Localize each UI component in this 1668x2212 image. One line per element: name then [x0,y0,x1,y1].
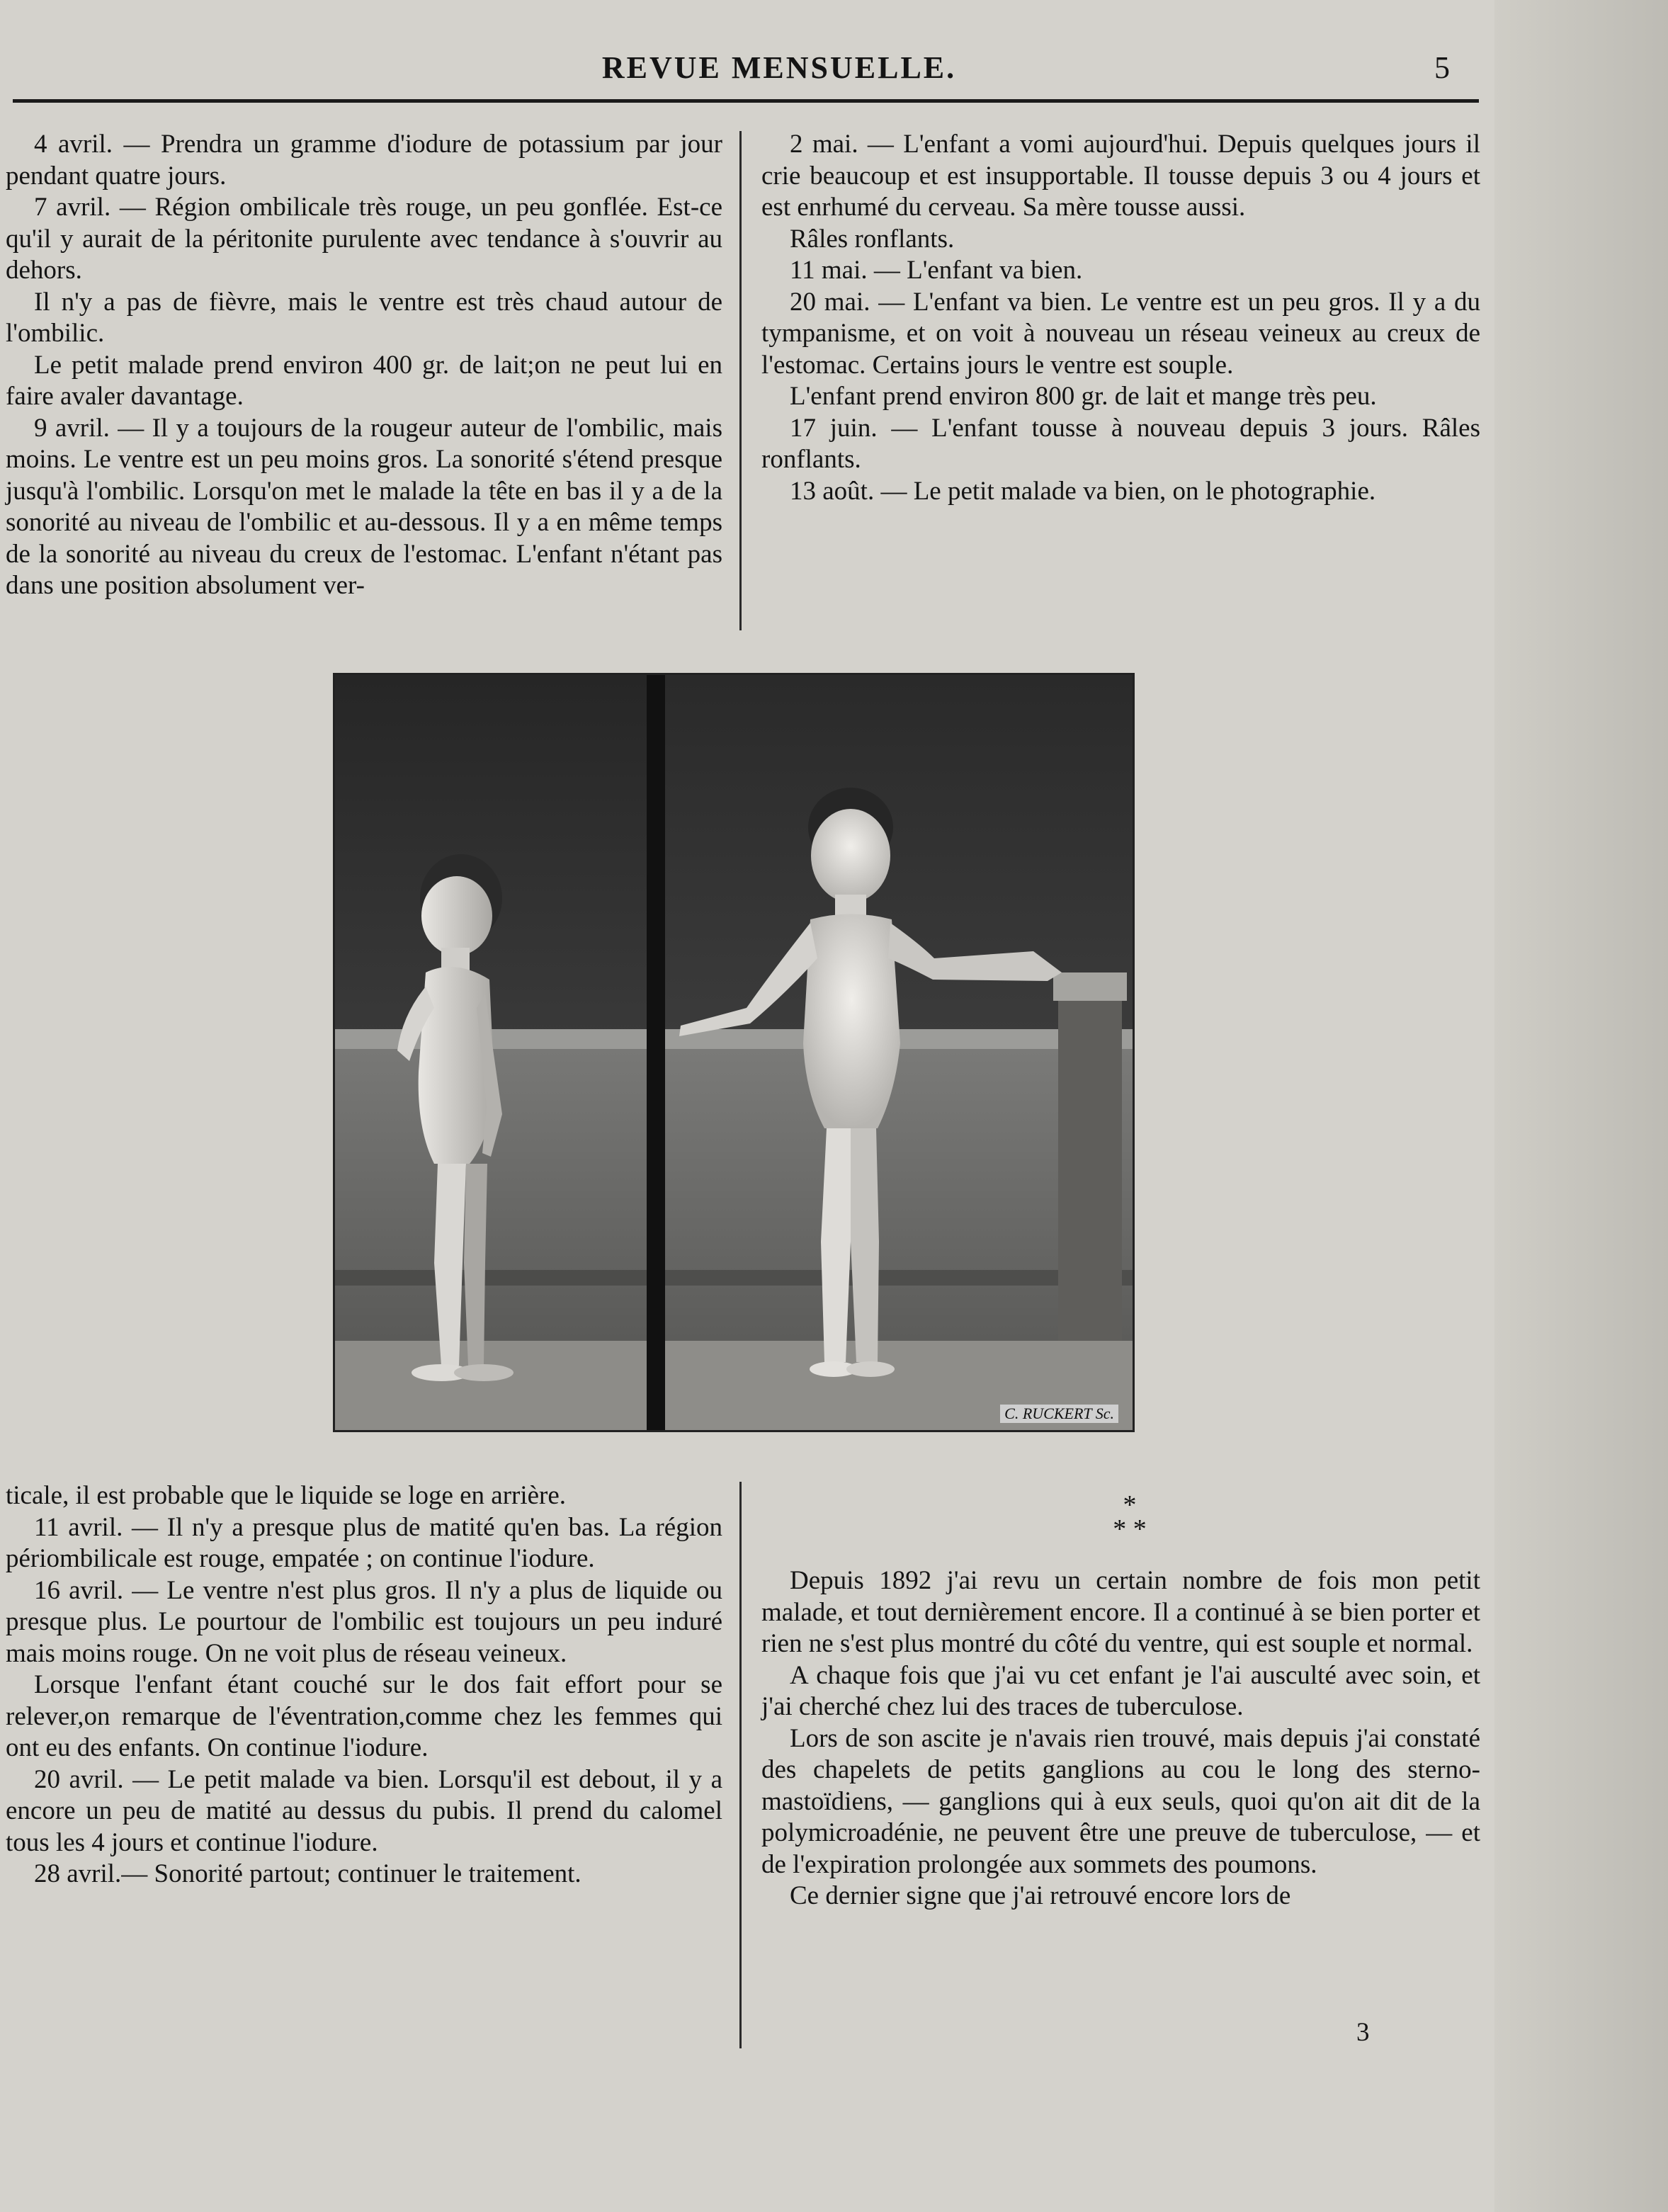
paragraph: 20 mai. — L'enfant va bien. Le ventre est un peu gros. Il y a du tympanisme, et on voit à nouveau un réseau veineux au creux de l'estomac. Certains jours le ventre est souple. [761,287,1480,380]
paragraph: Lorsque l'enfant étant couché sur le dos fait effort pour se relever,on remarque de l'éventration,comme chez les femmes qui ont eu des enfants. On continue l'iodure. [6,1670,722,1762]
paragraph: Lors de son ascite je n'avais rien trouvé, mais depuis j'ai constaté des chapelets de petits ganglions au cou le long des sterno-mastoïdiens, — ganglions qui à eux seuls, quoi qu'on ait dit de la polymicroadénie, ne peuvent être une preuve de tuberculose, — et de l'expiration prolongée aux sommets des poumons. [761,1723,1480,1879]
paragraph: 28 avril.— Sonorité partout; continuer le traitement. [34,1859,581,1888]
paragraph: A chaque fois que j'ai vu cet enfant je l'ai ausculté avec soin, et j'ai cherché chez lui des traces de tuberculose. [761,1660,1480,1721]
child-front-view-image [665,675,1133,1430]
bottom-right-column [761,1565,1480,1912]
paragraph: 4 avril. — Prendra un gramme d'iodure de potassium par jour pendant quatre jours. [6,130,722,191]
page-number: 5 [1434,50,1450,85]
engraver-signature: C. RUCKERT Sc. [1000,1405,1118,1423]
top-right-column [761,129,1480,507]
paragraph: 20 avril. — Le petit malade va bien. Lorsqu'il est debout, il y a encore un peu de matité au dessus du pubis. Il prend du calomel tous les 4 jours et continue l'iodure. [6,1764,722,1857]
paragraph: 11 mai. — L'enfant va bien. [790,256,1083,285]
paragraph: Il n'y a pas de fièvre, mais le ventre est très chaud autour de l'ombilic. [6,287,722,348]
running-title: REVUE MENSUELLE. [601,50,957,85]
page-edge-shadow [1494,0,1668,2212]
paragraph: L'enfant prend environ 800 gr. de lait et mange très peu. [790,382,1377,411]
header-rule [13,99,1479,103]
section-break-asterism [1091,1490,1169,1544]
paragraph: Râles ronflants. [790,224,955,254]
photo-divider [647,675,665,1430]
paragraph: 16 avril. — Le ventre n'est plus gros. Il n'y a plus de liquide ou presque plus. Le pourtour de l'ombilic est toujours un peu induré mais moins rouge. On ne voit plus de réseau veineux. [6,1575,722,1668]
paragraph: Le petit malade prend environ 400 gr. de lait;on ne peut lui en faire avaler davantage. [6,350,722,411]
paragraph: 13 août. — Le petit malade va bien, on le photographie. [790,476,1376,506]
column-divider [739,131,742,630]
paragraph: 9 avril. — Il y a toujours de la rougeur auteur de l'ombilic, mais moins. Le ventre est un peu moins gros. La sonorité s'étend presque jusqu'à l'ombilic. Lorsqu'on met le malade la tête en bas il y a de la sonorité au niveau de l'ombilic et au-dessous. Il y a en même temps de la sonorité au niveau du creux de l'estomac. L'enfant n'étant pas dans une position absolument ver- [6,413,722,600]
photo-side-view [335,675,647,1430]
photograph-plate [333,673,1135,1432]
bottom-left-column [6,1480,722,1890]
paragraph: ticale, il est probable que le liquide se loge en arrière. [6,1481,567,1510]
paragraph: Ce dernier signe que j'ai retrouvé encore lors de [790,1881,1291,1910]
paragraph: 11 avril. — Il n'y a presque plus de matité qu'en bas. La région périombilicale est rouge, empatée ; on continue l'iodure. [6,1512,722,1573]
paragraph: 7 avril. — Région ombilicale très rouge, un peu gonflée. Est-ce qu'il y aurait de la péritonite purulente avec tendance à s'ouvrir au dehors. [6,193,722,285]
asterism-top: * [1123,1490,1137,1520]
top-left-column [6,129,722,602]
paragraph: 17 juin. — L'enfant tousse à nouveau depuis 3 jours. Râles ronflants. [761,413,1480,474]
asterism-bottom: * * [1113,1514,1147,1544]
column-divider [739,1482,742,2048]
paragraph: 2 mai. — L'enfant a vomi aujourd'hui. Depuis quelques jours il crie beaucoup et est insupportable. Il tousse depuis 3 ou 4 jours et est enrhumé du cerveau. Sa mère tousse aussi. [761,130,1480,222]
child-side-view-image [335,675,647,1430]
signature-mark: 3 [1356,2018,1370,2047]
paragraph: Depuis 1892 j'ai revu un certain nombre de fois mon petit malade, et tout dernièrement encore. Il a continué à se bien porter et rien ne s'est plus montré du côté du ventre, qui est souple et normal. [761,1566,1480,1658]
photo-front-view [665,675,1133,1430]
